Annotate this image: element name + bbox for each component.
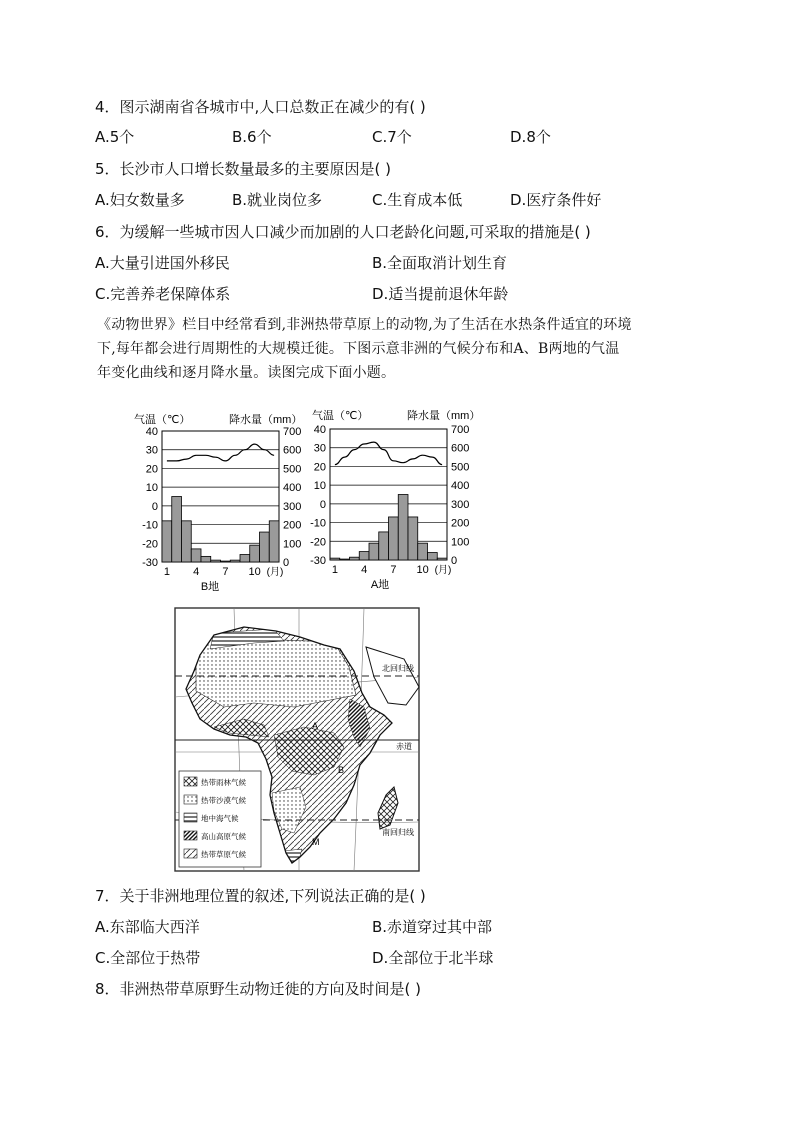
precip-ticks bbox=[451, 424, 469, 567]
precip-tick-label: 100 bbox=[451, 536, 470, 549]
temp-tick-label: -10 bbox=[142, 519, 158, 532]
precip-tick-label: 300 bbox=[283, 500, 302, 513]
month-ticks bbox=[164, 566, 283, 578]
precip-bar bbox=[437, 558, 447, 560]
precip-tick-label: 400 bbox=[451, 480, 470, 493]
precip-bar bbox=[418, 543, 428, 560]
q6-option-d[interactable]: D.适当提前退休年龄 bbox=[372, 285, 509, 303]
legend-swatch-highland bbox=[184, 831, 197, 840]
temp-tick-label: 40 bbox=[313, 424, 326, 436]
precip-bar bbox=[191, 549, 201, 562]
legend-swatch-mediterranean bbox=[184, 813, 197, 822]
legend-highland: 高山高原气候 bbox=[201, 832, 246, 841]
q7-option-d[interactable]: D.全部位于北半球 bbox=[372, 949, 494, 967]
q5-option-b[interactable]: B.就业岗位多 bbox=[232, 191, 323, 209]
precip-bars bbox=[162, 497, 279, 563]
month-tick-label: 4 bbox=[361, 564, 368, 576]
month-tick-label: 7 bbox=[390, 564, 397, 576]
map-legend bbox=[179, 771, 261, 867]
q4-option-a[interactable]: A.5个 bbox=[95, 128, 135, 146]
temp-tick-label: 40 bbox=[145, 426, 158, 438]
intro-line-3: 年变化曲线和逐月降水量。读图完成下面小题。 bbox=[97, 365, 396, 381]
precip-tick-label: 600 bbox=[451, 442, 470, 455]
precip-tick-label: 700 bbox=[451, 424, 470, 436]
temp-tick-label: 10 bbox=[145, 482, 158, 495]
precip-axis-title: 降水量（mm） bbox=[229, 414, 303, 426]
precip-bar bbox=[340, 559, 350, 560]
precip-bar bbox=[230, 560, 240, 562]
temp-tick-label: 0 bbox=[151, 500, 158, 513]
precip-tick-label: 400 bbox=[283, 482, 302, 495]
precip-bar bbox=[201, 556, 211, 562]
precip-bar bbox=[389, 517, 399, 560]
temp-ticks bbox=[310, 424, 326, 567]
month-tick-label: 10 bbox=[248, 566, 261, 578]
precip-tick-label: 200 bbox=[283, 519, 302, 532]
tropic-south-label: 南回归线 bbox=[382, 828, 414, 837]
climate-chart-a bbox=[308, 403, 493, 593]
intro-line-1: 《动物世界》栏目中经常看到,非洲热带草原上的动物,为了生活在水热条件适宜的环境 bbox=[97, 317, 632, 333]
precip-bar bbox=[260, 532, 270, 562]
precip-bar bbox=[369, 543, 379, 560]
q7-option-c[interactable]: C.全部位于热带 bbox=[95, 949, 201, 967]
month-tick-label: 1 bbox=[331, 564, 338, 576]
month-unit-label: (月) bbox=[434, 565, 452, 576]
question-8-stem: 8．非洲热带草原野生动物迁徙的方向及时间是( ) bbox=[95, 980, 422, 998]
q6-option-b[interactable]: B.全面取消计划生育 bbox=[372, 254, 508, 272]
q6-option-a[interactable]: A.大量引进国外移民 bbox=[95, 254, 230, 272]
precip-bar bbox=[398, 495, 408, 561]
temp-tick-label: -20 bbox=[310, 536, 326, 549]
chart-caption: B地 bbox=[200, 581, 220, 593]
precip-bar bbox=[359, 552, 369, 560]
q7-option-b[interactable]: B.赤道穿过其中部 bbox=[372, 918, 493, 936]
precip-bar bbox=[330, 558, 340, 560]
month-tick-label: 4 bbox=[193, 566, 200, 578]
q6-option-c[interactable]: C.完善养老保障体系 bbox=[95, 285, 231, 303]
legend-savanna: 热带草原气候 bbox=[201, 850, 246, 859]
q4-option-b[interactable]: B.6个 bbox=[232, 128, 272, 146]
month-ticks bbox=[332, 564, 451, 576]
month-tick-label: 7 bbox=[222, 566, 229, 578]
precip-tick-label: 100 bbox=[283, 538, 302, 551]
precip-tick-label: 300 bbox=[451, 498, 470, 511]
precip-bar bbox=[162, 521, 172, 562]
q7-option-a[interactable]: A.东部临大西洋 bbox=[95, 918, 200, 936]
question-7-stem: 7．关于非洲地理位置的叙述,下列说法正确的是( ) bbox=[95, 887, 426, 905]
temp-tick-label: -30 bbox=[142, 557, 158, 569]
q5-option-a[interactable]: A.妇女数量多 bbox=[95, 191, 185, 209]
precip-bars bbox=[330, 495, 447, 561]
legend-desert: 热带沙漠气候 bbox=[201, 796, 246, 805]
precip-tick-label: 0 bbox=[283, 557, 290, 569]
q5-option-d[interactable]: D.医疗条件好 bbox=[510, 191, 602, 209]
temp-tick-label: 30 bbox=[145, 444, 158, 457]
legend-swatch-rainforest bbox=[184, 777, 197, 786]
africa-climate-map bbox=[174, 607, 420, 872]
intro-paragraph bbox=[97, 315, 707, 383]
temp-ticks bbox=[142, 426, 158, 569]
temp-tick-label: 20 bbox=[313, 461, 326, 474]
temp-tick-label: 0 bbox=[319, 498, 326, 511]
temp-tick-label: 20 bbox=[145, 463, 158, 476]
precip-tick-label: 500 bbox=[451, 461, 470, 474]
precip-tick-label: 600 bbox=[283, 444, 302, 457]
precip-bar bbox=[250, 545, 260, 562]
temp-tick-label: -10 bbox=[310, 517, 326, 530]
month-tick-label: 1 bbox=[163, 566, 170, 578]
precip-bar bbox=[350, 557, 360, 560]
tropic-north-label: 北回归线 bbox=[382, 664, 414, 673]
climate-chart-b bbox=[130, 405, 315, 595]
point-m-label: M bbox=[312, 837, 320, 847]
precip-bar bbox=[182, 521, 192, 562]
legend-swatch-desert bbox=[184, 795, 197, 804]
precip-tick-label: 500 bbox=[283, 463, 302, 476]
temp-tick-label: 10 bbox=[313, 480, 326, 493]
legend-swatch-savanna bbox=[184, 849, 197, 858]
precip-bar bbox=[172, 497, 182, 563]
legend-mediterranean: 地中海气候 bbox=[201, 814, 239, 823]
question-4-stem: 4．图示湖南省各城市中,人口总数正在减少的有( ) bbox=[95, 98, 426, 116]
precip-ticks bbox=[283, 426, 301, 569]
temp-tick-label: -20 bbox=[142, 538, 158, 551]
temp-tick-label: -30 bbox=[310, 555, 326, 567]
precip-bar bbox=[379, 532, 389, 560]
temp-axis-title: 气温（℃） bbox=[312, 410, 369, 422]
temperature-curve bbox=[167, 444, 274, 461]
precip-tick-label: 700 bbox=[283, 426, 302, 438]
precip-bar bbox=[408, 517, 418, 560]
precip-axis-title: 降水量（mm） bbox=[407, 410, 481, 422]
temperature-curve bbox=[335, 442, 442, 465]
q4-option-d[interactable]: D.8个 bbox=[510, 128, 551, 146]
q5-option-c[interactable]: C.生育成本低 bbox=[372, 191, 463, 209]
precip-bar bbox=[221, 561, 231, 562]
temp-axis-title: 气温（℃） bbox=[134, 414, 191, 426]
precip-bar bbox=[211, 560, 221, 562]
precip-bar bbox=[269, 521, 279, 562]
precip-tick-label: 0 bbox=[451, 555, 458, 567]
legend-rainforest: 热带雨林气候 bbox=[201, 778, 246, 787]
q4-option-c[interactable]: C.7个 bbox=[372, 128, 412, 146]
month-unit-label: (月) bbox=[266, 567, 284, 578]
equator-label: 赤道 bbox=[396, 742, 412, 751]
precip-bar bbox=[240, 555, 250, 562]
precip-bar bbox=[428, 553, 438, 560]
question-5-stem: 5．长沙市人口增长数量最多的主要原因是( ) bbox=[95, 160, 392, 178]
month-tick-label: 10 bbox=[416, 564, 429, 576]
intro-line-2: 下,每年都会进行周期性的大规模迁徙。下图示意非洲的气候分布和A、B两地的气温 bbox=[97, 341, 620, 357]
precip-tick-label: 200 bbox=[451, 517, 470, 530]
temp-tick-label: 30 bbox=[313, 442, 326, 455]
question-6-stem: 6．为缓解一些城市因人口减少而加剧的人口老龄化问题,可采取的措施是( ) bbox=[95, 223, 591, 241]
point-a-label: A bbox=[312, 721, 319, 731]
point-b-label: B bbox=[338, 765, 345, 775]
chart-caption: A地 bbox=[370, 579, 390, 591]
